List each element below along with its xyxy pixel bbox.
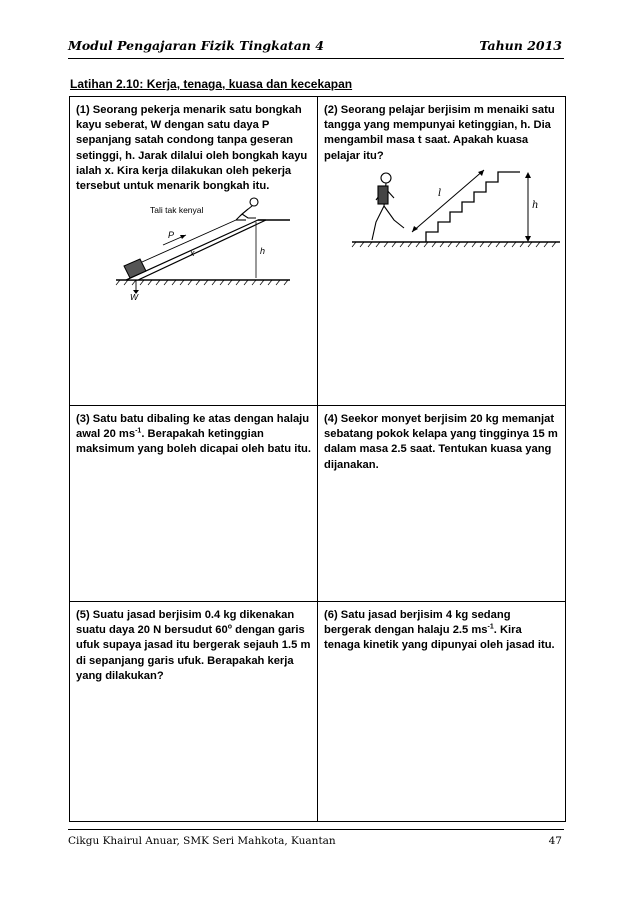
question-4-text: (4) Seekor monyet berjisim 20 kg memanjat sebatang pokok kelapa yang tingginya 15 m dalam masa 2.5 saat. Tentukan kuasa yang dijanakan.	[324, 413, 558, 471]
question-cell-4	[318, 406, 566, 602]
incline-plank	[126, 220, 266, 280]
question-cell-2	[318, 97, 566, 406]
question-5-text: (5) Suatu jasad berjisim 0.4 kg dikenakan suatu daya 20 N bersudut 60$^o$ dengan garis ufuk supaya jasad itu bergerak sejauh 1.5 m di sepanjang garis ufuk. Berapakah kerja yang dilakukan?	[76, 609, 311, 682]
page-footer	[68, 829, 564, 847]
stair-steps	[426, 172, 520, 242]
rope-label: Tali tak kenyal	[150, 205, 204, 216]
page-header	[68, 34, 564, 59]
height-h-label: h	[532, 199, 539, 211]
inclined-plane-figure	[108, 196, 298, 301]
question-cell-5	[70, 602, 318, 822]
height-h-label: h	[260, 246, 266, 257]
question-1-text: (1) Seorang pekerja menarik satu bongkah kayu seberat, W dengan satu daya P sepanjang satah condong tanpa geseran setinggi, h. Jarak dilalui oleh bongkah kayu ialah x. Kira kerja dilakukan oleh pekerja tersebut untuk menarik bongkah itu.	[76, 104, 308, 193]
question-6-text: (6) Satu jasad berjisim 4 kg sedang bergerak dengan halaju 2.5 $ms^{-1}$. Kira tenaga kinetik yang dipunyai oleh jasad itu.	[324, 609, 555, 652]
length-l-arrowhead-2	[478, 170, 484, 176]
weight-w-label: W	[130, 292, 139, 302]
length-l-label: l	[438, 187, 442, 199]
question-cell-3	[70, 406, 318, 602]
force-p-label: P	[168, 230, 175, 241]
worker-figure	[236, 198, 258, 220]
staircase-figure	[348, 166, 568, 256]
question-cell-1	[70, 97, 318, 406]
height-h-arrowhead-2	[525, 236, 531, 242]
height-h-arrowhead-1	[525, 172, 531, 178]
page-number: 47	[548, 835, 562, 847]
module-title: Modul Pengajaran Fizik Tingkatan 4	[68, 38, 324, 53]
year-label: Tahun 2013	[479, 38, 562, 53]
author-credit: Cikgu Khairul Anuar, SMK Seri Mahkota, Kuantan	[68, 835, 336, 847]
section-title: Latihan 2.10: Kerja, tenaga, kuasa dan kecekapan	[70, 77, 353, 91]
exercise-table	[69, 96, 566, 822]
question-cell-6	[318, 602, 566, 822]
distance-x-label: x	[190, 248, 195, 259]
question-2-text: (2) Seorang pelajar berjisim m menaiki satu tangga yang mempunyai ketinggian, h. Dia mengambil masa t saat. Apakah kuasa pelajar itu?	[324, 104, 555, 162]
question-3-text: (3) Satu batu dibaling ke atas dengan halaju awal 20 $ms^{-1}$. Berapakah ketinggian maksimum yang boleh dicapai oleh batu itu.	[76, 413, 311, 456]
student-figure	[372, 173, 404, 240]
length-l-arrowhead-1	[412, 226, 418, 232]
length-l-line	[412, 170, 484, 232]
